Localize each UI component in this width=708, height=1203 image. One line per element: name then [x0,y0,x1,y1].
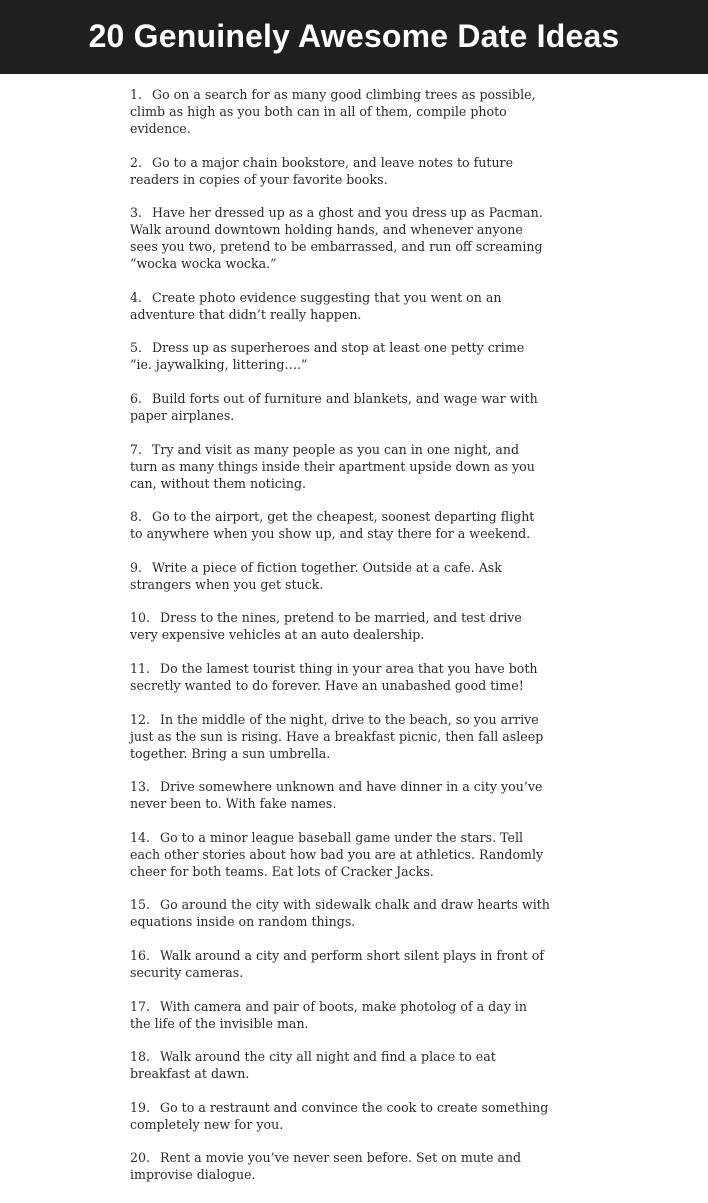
list-item [130,660,550,694]
item-number: 5. [130,340,143,356]
item-text: Write a piece of fiction together. Outside at a cafe. Ask strangers when you get stuck. [130,559,502,592]
list-item [130,204,550,272]
header-bar [0,0,708,74]
item-text: Dress to the nines, pretend to be married, and test drive very expensive vehicles at an auto dealership. [130,610,522,643]
list-item [130,1149,550,1183]
item-number: 20. [130,1150,151,1166]
list-item [130,711,550,762]
item-number: 12. [130,711,151,727]
list-item [130,998,550,1032]
item-number: 13. [130,779,151,795]
item-text: Dress up as superheroes and stop at least one petty crime “ie. jaywalking, littering….” [130,340,525,373]
list-item [130,609,550,643]
item-text: Have her dressed up as a ghost and you dress up as Pacman. Walk around downtown holding hands, and whenever anyone sees you two, pretend to be embarrassed, and run off screaming “wocka wocka wocka.” [130,205,543,272]
item-text: Go to a major chain bookstore, and leave notes to future readers in copies of your favorite books. [130,154,514,187]
item-number: 1. [130,87,143,102]
item-text: Walk around a city and perform short silent plays in front of security cameras. [130,947,545,980]
item-text: Go to a restraunt and convince the cook to create something completely new for you. [130,1099,549,1132]
list-item [130,778,550,812]
list-item [130,441,550,492]
list-item [130,390,550,424]
list-item [130,947,550,981]
item-number: 18. [130,1049,151,1065]
list-item [130,1099,550,1133]
item-text: Go on a search for as many good climbing trees as possible, climb as high as you both can in all of them, compile photo evidence. [130,87,536,136]
item-number: 6. [130,390,143,406]
list-item [130,1048,550,1082]
item-number: 19. [130,1099,151,1115]
item-number: 8. [130,509,143,525]
list-item [130,86,550,137]
item-text: Try and visit as many people as you can in one night, and turn as many things inside their apartment upside down as you can, without them noticing. [130,441,535,491]
item-text: In the middle of the night, drive to the beach, so you arrive just as the sun is rising. Have a breakfast picnic, then fall asleep together. Bring a sun umbrella. [130,711,544,761]
list-item [130,508,550,542]
page-title: 20 Genuinely Awesome Date Ideas [88,18,620,54]
item-number: 10. [130,610,151,626]
item-number: 14. [130,829,151,845]
list-item [130,339,550,373]
list-item [130,829,550,880]
list-item [130,896,550,930]
item-text: Go to a minor league baseball game under the stars. Tell each other stories about how bad you are at athletics. Randomly cheer for both teams. Eat lots of Cracker Jacks. [130,829,544,879]
list-item [130,559,550,593]
item-number: 15. [130,897,151,913]
item-number: 4. [130,289,143,305]
item-text: With camera and pair of boots, make photolog of a day in the life of the invisible man. [130,998,527,1031]
item-text: Go around the city with sidewalk chalk and draw hearts with equations inside on random things. [130,897,550,930]
item-number: 9. [130,559,143,575]
date-ideas-list [130,86,550,1200]
item-number: 3. [130,205,143,221]
item-number: 11. [130,660,151,676]
item-text: Do the lamest tourist thing in your area that you have both secretly wanted to do forever. Have an unabashed good time! [130,660,538,693]
item-text: Drive somewhere unknown and have dinner in a city you’ve never been to. With fake names. [130,779,543,812]
list-item [130,289,550,323]
item-text: Go to the airport, get the cheapest, soonest departing flight to anywhere when you show up, and stay there for a weekend. [130,509,535,542]
item-text: Create photo evidence suggesting that you went on an adventure that didn’t really happen. [130,289,502,322]
item-text: Walk around the city all night and find a place to eat breakfast at dawn. [130,1049,496,1082]
item-number: 16. [130,947,151,963]
item-number: 17. [130,998,151,1014]
item-number: 7. [130,441,143,457]
list-item [130,154,550,188]
item-text: Build forts out of furniture and blankets, and wage war with paper airplanes. [130,390,538,423]
item-number: 2. [130,154,143,170]
item-text: Rent a movie you’ve never seen before. Set on mute and improvise dialogue. [130,1150,522,1183]
